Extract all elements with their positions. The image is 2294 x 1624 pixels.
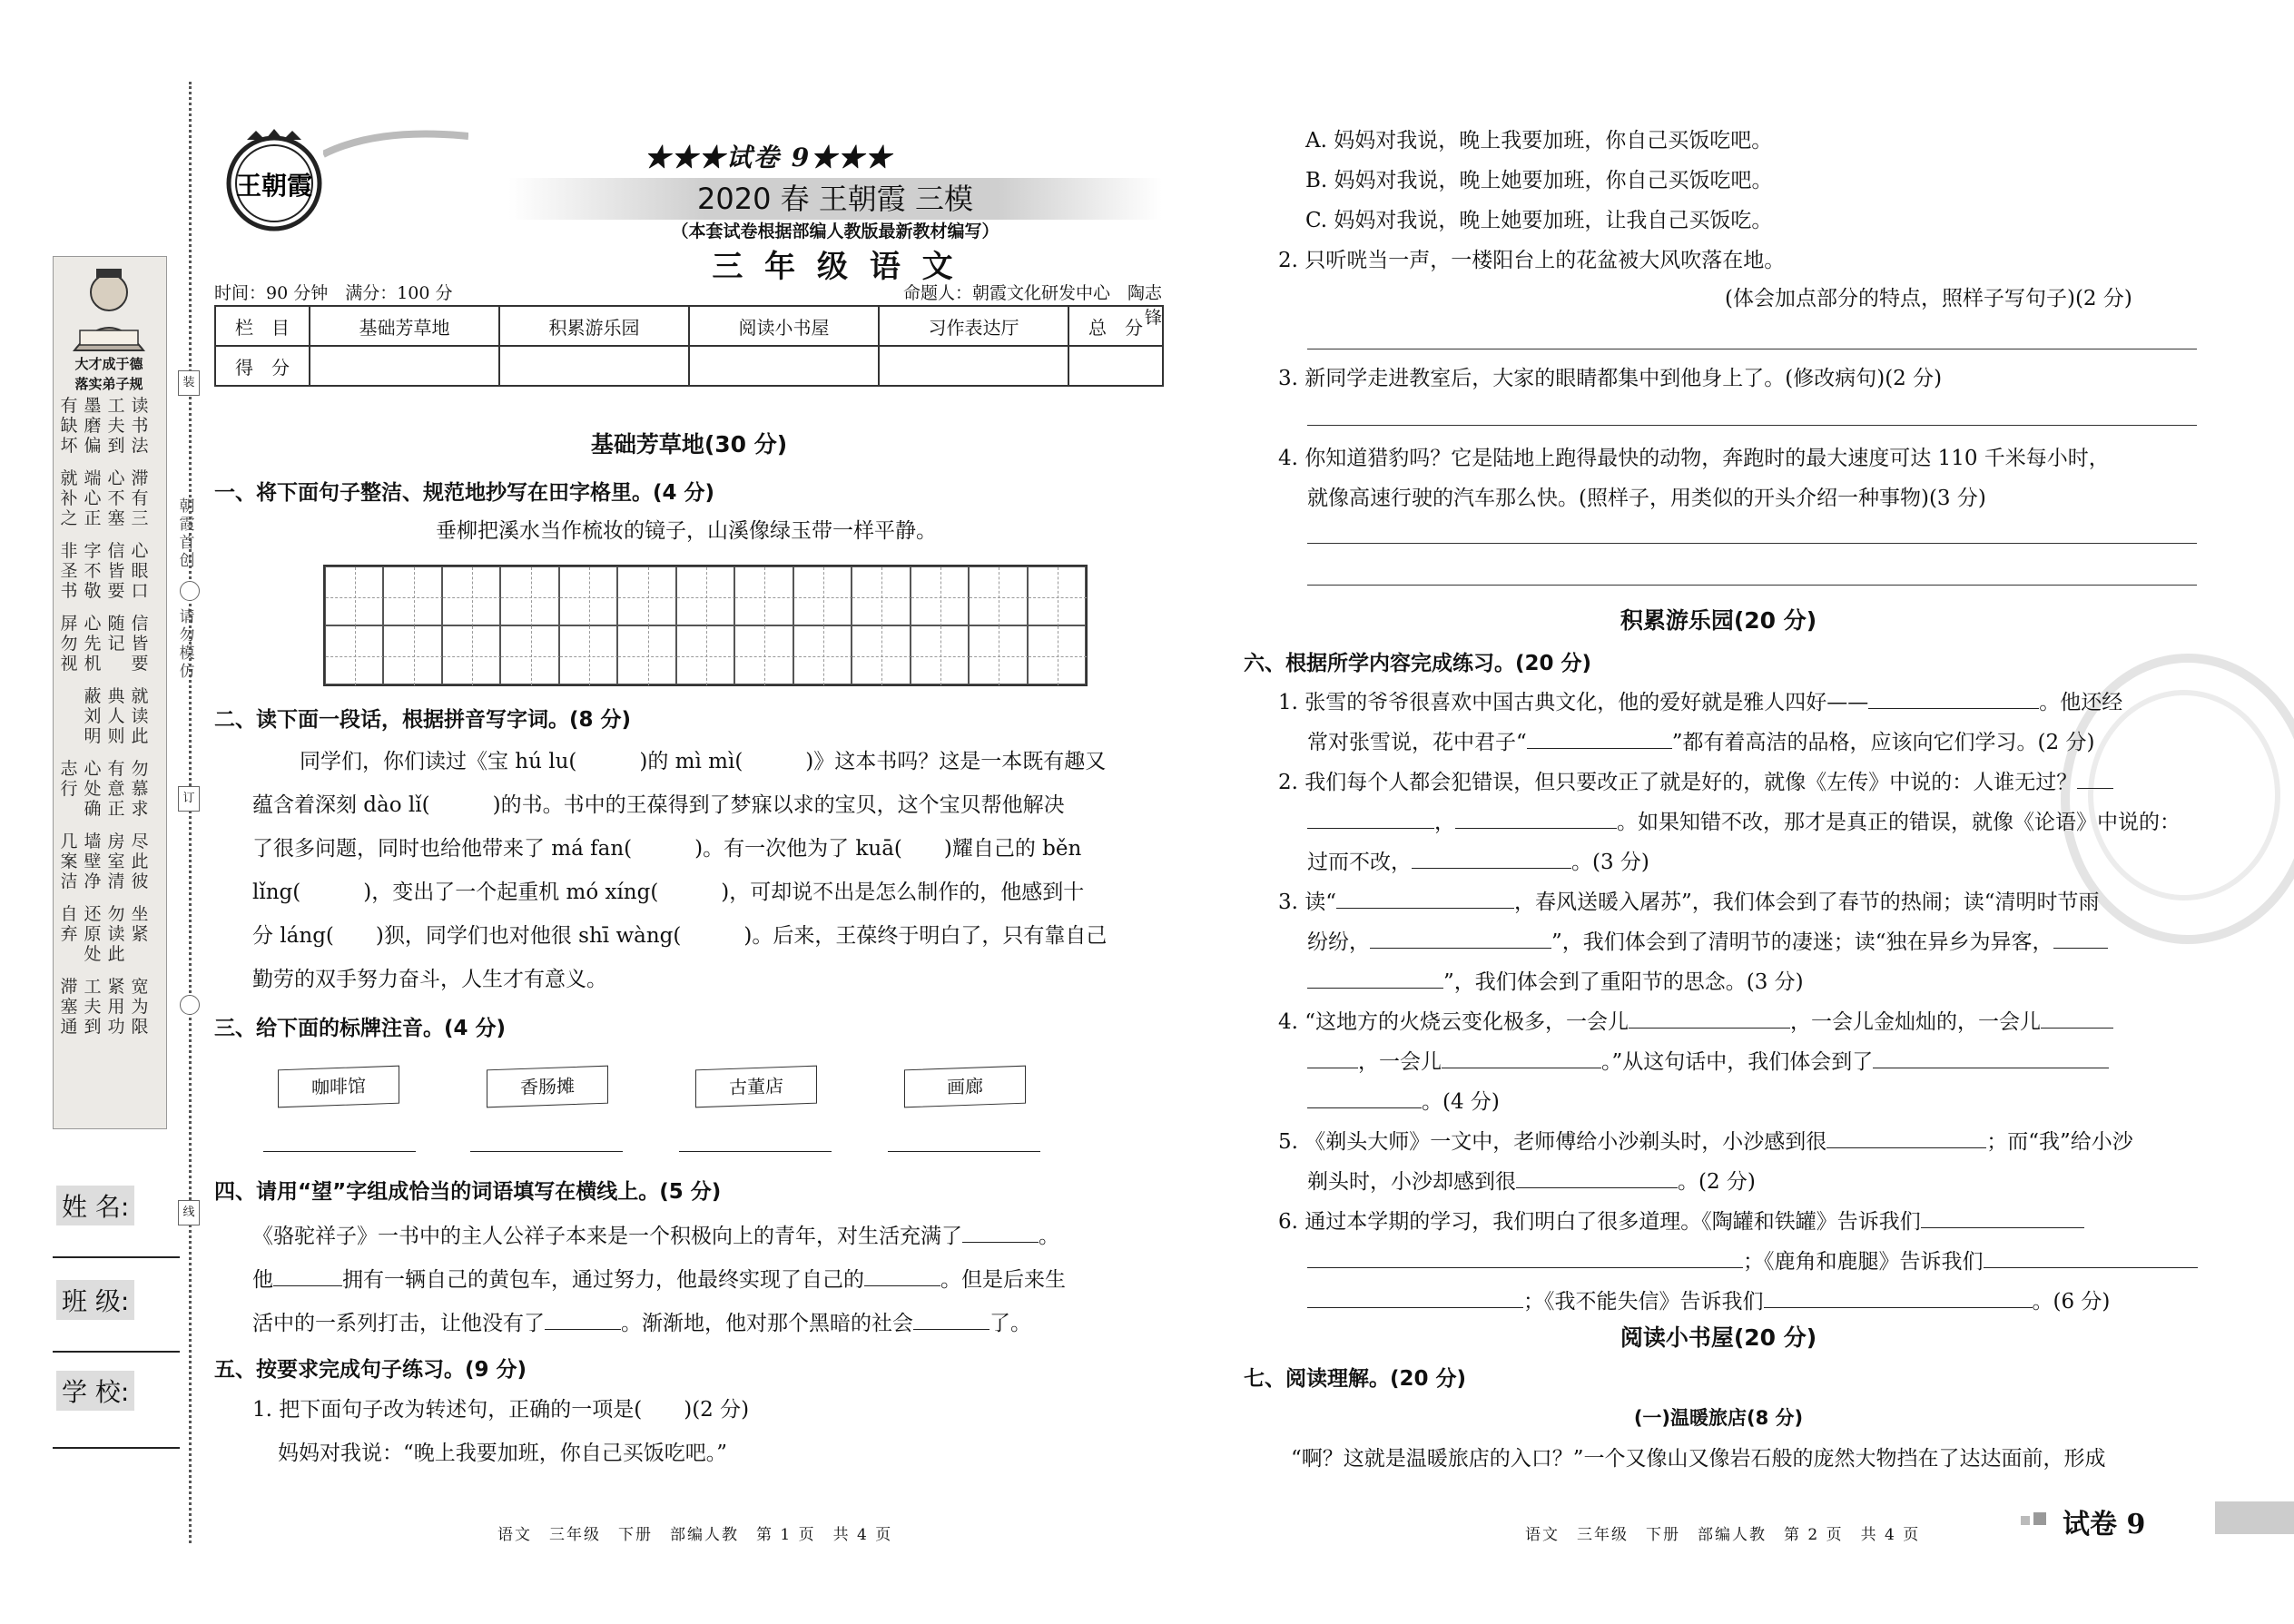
passage-line: 《骆驼祥子》一书中的主人公祥子本来是一个积极向上的青年，对生活充满了 。 [252, 1220, 1059, 1250]
question-title: 六、根据所学内容完成练习。(20 分) [1244, 652, 1592, 675]
name-label: 姓 名: [56, 1186, 134, 1225]
fill-line: ，一会儿 。”从这句话中，我们体会到了 [1307, 1046, 2109, 1076]
tianzige-cell[interactable] [793, 566, 852, 625]
answer-blank[interactable] [2041, 1006, 2113, 1029]
passage-line: 他 拥有一辆自己的黄包车，通过努力，他最终实现了自己的 。但是后来生 [252, 1264, 1066, 1294]
question-item: 4. 你知道猎豹吗？它是陆地上跑得最快的动物，奔跑时的最大速度可达 110 千米每小时， [1278, 447, 2110, 470]
answer-blank[interactable] [1336, 886, 1514, 909]
pinyin-answer-line[interactable] [679, 1151, 832, 1152]
passage-line: 蕴含着深刻 dào lǐ( )的书。书中的王葆得到了梦寐以求的宝贝，这个宝贝帮他解决 [252, 793, 1065, 817]
cell-guide [764, 567, 765, 626]
fill-line: 5. 《剃头大师》一文中，老师傅给小沙剃头时，小沙感到很 ；而“我”给小沙 [1278, 1126, 2133, 1156]
tianzige-cell[interactable] [442, 566, 500, 625]
fill-line: 3. 读“ ，春风送暖入屠苏”，我们体会到了春节的热闹；读“清明时节雨 [1278, 886, 2100, 916]
tianzige-cell[interactable] [325, 625, 383, 684]
fill-line: 过而不改， 。(3 分) [1307, 846, 1649, 876]
score-table-row [215, 346, 1163, 386]
answer-blank[interactable] [1516, 1166, 1678, 1188]
tianzige-cell[interactable] [734, 566, 793, 625]
tianzige-cell[interactable] [617, 566, 675, 625]
class-field[interactable] [53, 1351, 180, 1353]
tianzige-cell[interactable] [383, 566, 441, 625]
tianzige-cell[interactable] [793, 625, 852, 684]
cell-guide [940, 567, 941, 626]
tianzige-cell[interactable] [969, 566, 1027, 625]
tianzige-cell[interactable] [852, 625, 910, 684]
cell-guide [472, 567, 473, 626]
answer-line[interactable] [1307, 425, 2197, 426]
question-hint: (体会加点部分的特点，照样子写句子)(2 分) [1725, 287, 2132, 310]
cell-guide [706, 567, 707, 626]
tianzige-cell[interactable] [383, 625, 441, 684]
tianzige-cell[interactable] [500, 625, 558, 684]
cell-guide [472, 626, 473, 685]
exam-subtitle: （本套试卷根据部编人教版最新教材编写） [671, 221, 999, 241]
tianzige-grid[interactable] [323, 565, 1088, 686]
answer-blank[interactable] [1307, 966, 1443, 989]
tianzige-cell[interactable] [676, 566, 734, 625]
answer-blank[interactable] [1921, 1206, 2084, 1228]
cell-guide [531, 626, 532, 685]
question-title: 五、按要求完成句子练习。(9 分) [214, 1358, 527, 1382]
cell-guide [706, 626, 707, 685]
tianzige-cell[interactable] [1028, 566, 1086, 625]
fill-line: 6. 通过本学期的学习，我们明白了很多道理。《陶罐和铁罐》告诉我们 [1278, 1206, 2084, 1235]
watermark-seal-inner [2088, 690, 2280, 901]
cell-guide [648, 626, 649, 685]
passage-line: 同学们，你们读过《宝 hú lu( )的 mì mì( )》这本书吗？这是一本既有趣又 [300, 750, 1107, 773]
tianzige-cell[interactable] [559, 566, 617, 625]
answer-blank[interactable] [1868, 686, 2039, 709]
tianzige-cell[interactable] [559, 625, 617, 684]
cell-guide [764, 626, 765, 685]
score-input-cell[interactable] [879, 346, 1068, 386]
score-input-cell[interactable] [310, 346, 499, 386]
tianzige-cell[interactable] [1028, 625, 1086, 684]
tianzige-cell[interactable] [617, 625, 675, 684]
answer-blank[interactable] [1873, 1046, 2109, 1068]
time-score: 时间：90 分钟 满分：100 分 [214, 283, 453, 303]
passage-line: 勤劳的双手努力奋斗，人生才有意义。 [252, 968, 607, 991]
reading-text: “啊？这就是温暖旅店的入口？”一个又像山又像岩石般的庞然大物挡在了达达面前，形成 [1291, 1447, 2106, 1471]
answer-blank[interactable] [1307, 806, 1434, 829]
option-b[interactable]: B. 妈妈对我说，晚上她要加班，你自己买饭吃吧。 [1305, 169, 1773, 192]
pinyin-answer-line[interactable] [263, 1151, 416, 1152]
question-title: 一、将下面句子整洁、规范地抄写在田字格里。(4 分) [214, 481, 715, 505]
tianzige-cell[interactable] [969, 625, 1027, 684]
page-footer: 语文 三年级 下册 部编人教 第 2 页 共 4 页 [1525, 1526, 1921, 1544]
answer-blank[interactable] [545, 1307, 621, 1330]
tianzige-cell[interactable] [325, 566, 383, 625]
cell-guide [531, 567, 532, 626]
table-cell: 阅读小书屋 [689, 306, 879, 346]
score-table [214, 305, 1164, 387]
fill-line: ；《鹿角和鹿腿》告诉我们 [1307, 1245, 2198, 1275]
answer-blank[interactable] [1307, 1245, 1743, 1268]
corner-bar [2215, 1501, 2294, 1534]
pinyin-answer-line[interactable] [470, 1151, 623, 1152]
page-footer: 语文 三年级 下册 部编人教 第 1 页 共 4 页 [497, 1526, 893, 1544]
question-item: 3. 新同学走进教室后，大家的眼睛都集中到他身上了。(修改病句)(2 分) [1278, 367, 1943, 390]
publisher-logo [220, 127, 329, 236]
cell-guide [881, 626, 882, 685]
answer-blank[interactable] [1412, 846, 1571, 869]
fill-line: ”，我们体会到了重阳节的思念。(3 分) [1307, 966, 1804, 996]
signboard: 咖啡馆 [278, 1066, 399, 1108]
binding-mark: 装 [178, 370, 200, 396]
reading-subtitle: (一)温暖旅店(8 分) [1633, 1407, 1804, 1429]
cell-guide [648, 567, 649, 626]
option-a[interactable]: A. 妈妈对我说，晚上我要加班，你自己买饭吃吧。 [1305, 129, 1773, 153]
fill-line: 1. 张雪的爷爷很喜欢中国古典文化，他的爱好就是雅人四好—— 。他还经 [1278, 686, 2122, 716]
signboard: 古董店 [695, 1066, 817, 1108]
tianzige-cell[interactable] [676, 625, 734, 684]
question-title: 四、请用“望”字组成恰当的词语填写在横线上。(5 分) [214, 1180, 722, 1204]
cell-guide [589, 626, 590, 685]
table-cell: 得 分 [215, 346, 310, 386]
cell-guide [589, 567, 590, 626]
question-item: 1. 把下面句子改为转述句，正确的一项是( )(2 分) [252, 1398, 750, 1422]
copy-sentence: 垂柳把溪水当作梳妆的镜子，山溪像绿玉带一样平静。 [436, 519, 937, 543]
exam-number: ★★★试卷 9★★★ [645, 143, 893, 172]
question-title: 七、阅读理解。(20 分) [1244, 1367, 1467, 1391]
tianzige-cell[interactable] [734, 625, 793, 684]
table-cell: 基础芳草地 [310, 306, 499, 346]
signboard: 画廊 [904, 1066, 1026, 1108]
score-input-cell[interactable] [499, 346, 689, 386]
fill-line: 纷纷， ”，我们体会到了清明节的凄迷；读“独在异乡为异客， [1307, 926, 2108, 956]
fill-line: 。(4 分) [1307, 1086, 1500, 1116]
option-c[interactable]: C. 妈妈对我说，晚上她要加班，让我自己买饭吃。 [1305, 209, 1773, 232]
signboard: 香肠摊 [487, 1066, 608, 1108]
table-cell: 积累游乐园 [499, 306, 689, 346]
tianzige-cell[interactable] [442, 625, 500, 684]
cell-guide [881, 567, 882, 626]
tianzige-cell[interactable] [911, 625, 969, 684]
answer-blank[interactable] [864, 1264, 940, 1286]
tianzige-cell[interactable] [911, 566, 969, 625]
fill-line: 2. 我们每个人都会犯错误，但只要改正了就是好的，就像《左传》中说的：人谁无过？ [1278, 766, 2113, 796]
fill-line: 剃头时，小沙却感到很 。(2 分) [1307, 1166, 1756, 1196]
binding-circle [180, 581, 200, 601]
answer-blank[interactable] [1764, 1285, 2033, 1308]
answer-blank[interactable] [1442, 1046, 1601, 1068]
answer-blank[interactable] [273, 1264, 342, 1286]
fill-line: ；《我不能失信》告诉我们 。(6 分) [1307, 1285, 2110, 1315]
ribbon-decoration [323, 118, 468, 172]
svg-text:王朝霞: 王朝霞 [235, 171, 313, 201]
name-field[interactable] [53, 1256, 180, 1258]
school-label: 学 校: [56, 1371, 134, 1411]
answer-blank[interactable] [2077, 766, 2113, 789]
section-title: 积累游乐园(20 分) [1620, 607, 1817, 634]
answer-blank[interactable] [1455, 806, 1617, 829]
table-cell: 习作表达厅 [879, 306, 1068, 346]
score-table-header-row [215, 306, 1163, 346]
answer-blank[interactable] [1629, 1006, 1790, 1029]
answer-blank[interactable] [913, 1307, 989, 1330]
passage-line: 了很多问题，同时也给他带来了 má fan( )。有一次他为了 kuā( )耀自己的 běn [252, 837, 1082, 861]
answer-blank[interactable] [962, 1220, 1039, 1243]
pinyin-answer-line[interactable] [888, 1151, 1040, 1152]
fill-line: 常对张雪说，花中君子“ ”都有着高洁的品格，应该向它们学习。(2 分) [1307, 726, 2094, 756]
answer-blank[interactable] [1984, 1245, 2198, 1268]
question-title: 三、给下面的标牌注音。(4 分) [214, 1017, 507, 1040]
binding-line [189, 82, 192, 1543]
fill-line: 4. “这地方的火烧云变化极多，一会儿 ，一会儿金灿灿的，一会儿 [1278, 1006, 2113, 1036]
answer-blank[interactable] [1527, 726, 1672, 749]
corner-exam-tag: 试卷 9 [2063, 1509, 2146, 1540]
exam-author: 命题人：朝霞文化研发中心 陶志锋 [902, 283, 1162, 328]
table-cell: 总 分 [1068, 306, 1163, 346]
binding-text: 请勿模仿 [179, 608, 195, 681]
answer-blank[interactable] [1370, 926, 1551, 949]
corner-squares [2021, 1511, 2057, 1529]
class-label: 班 级: [56, 1280, 134, 1320]
cell-guide [355, 626, 356, 685]
answer-blank[interactable] [1307, 1086, 1422, 1108]
question-title: 二、读下面一段话，根据拼音写字词。(8 分) [214, 708, 632, 732]
answer-blank[interactable] [1307, 1046, 1358, 1068]
table-cell: 栏 目 [215, 306, 310, 346]
binding-circle [180, 995, 200, 1015]
score-input-cell[interactable] [689, 346, 879, 386]
cell-guide [355, 567, 356, 626]
binding-mark: 订 [178, 786, 200, 812]
scholar-illustration [56, 260, 162, 359]
answer-blank[interactable] [1826, 1126, 1986, 1148]
binding-text: 朝霞首创 [179, 497, 195, 570]
score-input-cell[interactable] [1068, 346, 1163, 386]
grade-title: 三 年 级 语 文 [712, 249, 959, 285]
cell-guide [940, 626, 941, 685]
exam-title: 2020 春 王朝霞 三模 [697, 182, 973, 216]
proverb-columns: 读书法 工夫到 墨磨偏 有缺坏 滞有三 心不塞 端心正 就补之 心眼口 信皆要 字不敬 非圣书 信皆要 随记 心先机 屏勿视 就读此 典人则 蔽刘明 勿慕求 有意正 心处确 志行 尽此彼 房室清 墙壁净 几案洁 坐紧 勿读此 还原处 自弃 宽为限 紧用功 工夫到 滞塞通 [60, 396, 149, 1037]
passage-line: 分 láng( )狈，同学们也对他很 shī wàng( )。后来，王葆终于明白了，只有靠自己 [252, 924, 1108, 948]
question-sentence: 妈妈对我说：“晚上我要加班，你自己买饭吃吧。” [278, 1442, 728, 1465]
passage-line: lǐng( )，变出了一个起重机 mó xíng( )，可却说不出是怎么制作的，他感到十 [252, 881, 1085, 904]
cell-guide [414, 626, 415, 685]
answer-blank[interactable] [1307, 1285, 1523, 1308]
sidebar-motto: 大才成于德 落实弟子规 [74, 356, 143, 392]
tianzige-cell[interactable] [500, 566, 558, 625]
fill-line: ， 。如果知错不改，那才是真正的错误，就像《论语》中说的： [1307, 806, 2181, 836]
answer-line[interactable] [1307, 543, 2197, 544]
answer-line[interactable] [1307, 585, 2197, 586]
section-title: 阅读小书屋(20 分) [1620, 1324, 1817, 1351]
answer-blank[interactable] [2053, 926, 2108, 949]
question-item: 就像高速行驶的汽车那么快。(照样子，用类似的开头介绍一种事物)(3 分) [1307, 487, 1986, 510]
cell-guide [823, 626, 824, 685]
tianzige-cell[interactable] [852, 566, 910, 625]
cell-guide [823, 567, 824, 626]
cell-guide [414, 567, 415, 626]
school-field[interactable] [53, 1447, 180, 1449]
section-title: 基础芳草地(30 分) [590, 431, 788, 458]
binding-mark: 线 [178, 1200, 200, 1225]
question-item: 2. 只听咣当一声，一楼阳台上的花盆被大风吹落在地。 [1278, 249, 1786, 272]
passage-line: 活中的一系列打击，让他没有了 。渐渐地，他对那个黑暗的社会 了。 [252, 1307, 1031, 1337]
